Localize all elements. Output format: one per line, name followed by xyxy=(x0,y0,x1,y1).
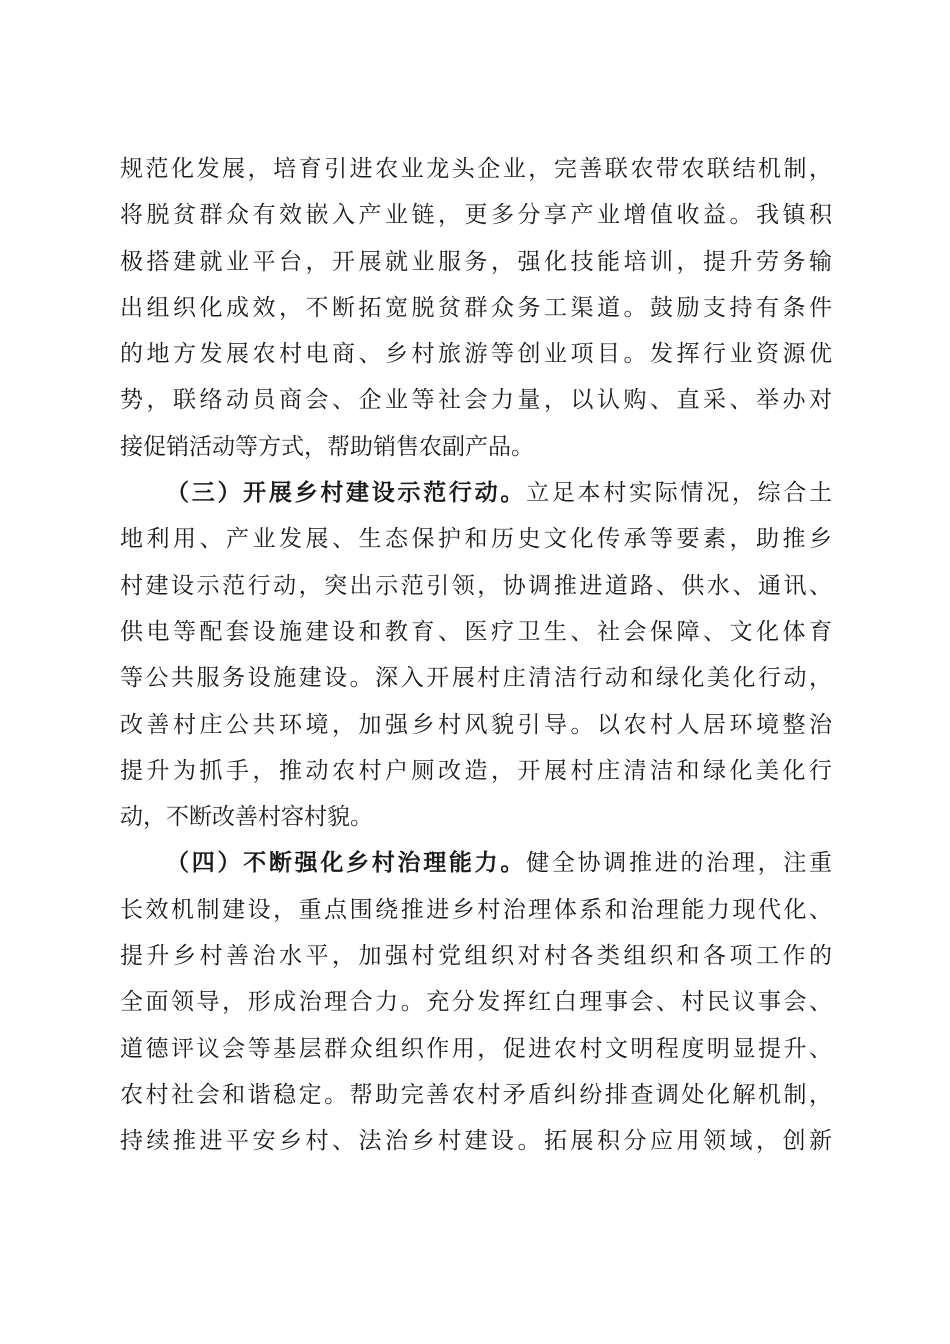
text-line: 接促销活动等方式，帮助销售农副产品。 xyxy=(120,433,534,460)
text-line: 供电等配套设施建设和教育、医疗卫生、社会保障、文化体育 xyxy=(120,618,832,645)
text-line: 极搭建就业平台，开展就业服务，强化技能培训，提升劳务输 xyxy=(120,248,832,275)
text-line: 的地方发展农村电商、乡村旅游等创业项目。发挥行业资源优 xyxy=(120,341,832,368)
section-heading-4: （四）不断强化乡村治理能力。 xyxy=(166,849,527,877)
text-line: 农村社会和谐稳定。帮助完善农村矛盾纠纷排查调处化解机制， xyxy=(120,1081,832,1108)
text-line: 将脱贫群众有效嵌入产业链，更多分享产业增值收益。我镇积 xyxy=(120,202,832,229)
text-line: 提升为抓手，推动农村户厕改造，开展村庄清洁和绿化美化行 xyxy=(120,757,832,784)
text-line: 改善村庄公共环境，加强乡村风貌引导。以农村人居环境整治 xyxy=(120,711,832,738)
text-line: 规范化发展，培育引进农业龙头企业，完善联农带农联结机制， xyxy=(120,156,832,182)
text-line: 持续推进平安乡村、法治乡村建设。拓展积分应用领域，创新 xyxy=(120,1128,832,1155)
text-line: 长效机制建设，重点围绕推进乡村治理体系和治理能力现代化、 xyxy=(120,896,832,923)
text-line: 村建设示范行动，突出示范引领，协调推进道路、供水、通讯、 xyxy=(120,572,832,599)
text-line: 等公共服务设施建设。深入开展村庄清洁行动和绿化美化行动， xyxy=(120,665,832,692)
text-line: 地利用、产业发展、生态保护和历史文化传承等要素，助推乡 xyxy=(120,526,832,553)
text-line: 势，联络动员商会、企业等社会力量，以认购、直采、举办对 xyxy=(120,387,832,414)
document-body xyxy=(120,146,832,1165)
section-heading-3: （三）开展乡村建设示范行动。 xyxy=(166,479,527,507)
text-line: 道德评议会等基层群众组织作用，促进农村文明程度明显提升、 xyxy=(120,1035,832,1062)
text-line: 出组织化成效，不断拓宽脱贫群众务工渠道。鼓励支持有条件 xyxy=(120,294,832,321)
text-line: 全面领导，形成治理合力。充分发挥红白理事会、村民议事会、 xyxy=(120,989,832,1016)
heading-line-text: 立足本村实际情况，综合土 xyxy=(526,480,833,507)
paragraph-heading-line xyxy=(120,470,832,516)
text-line: 动，不断改善村容村貌。 xyxy=(120,804,373,831)
text-line: 提升乡村善治水平，加强村党组织对村各类组织和各项工作的 xyxy=(120,943,832,970)
heading-line-text: 健全协调推进的治理，注重 xyxy=(526,850,833,877)
paragraph-heading-line xyxy=(120,840,832,886)
